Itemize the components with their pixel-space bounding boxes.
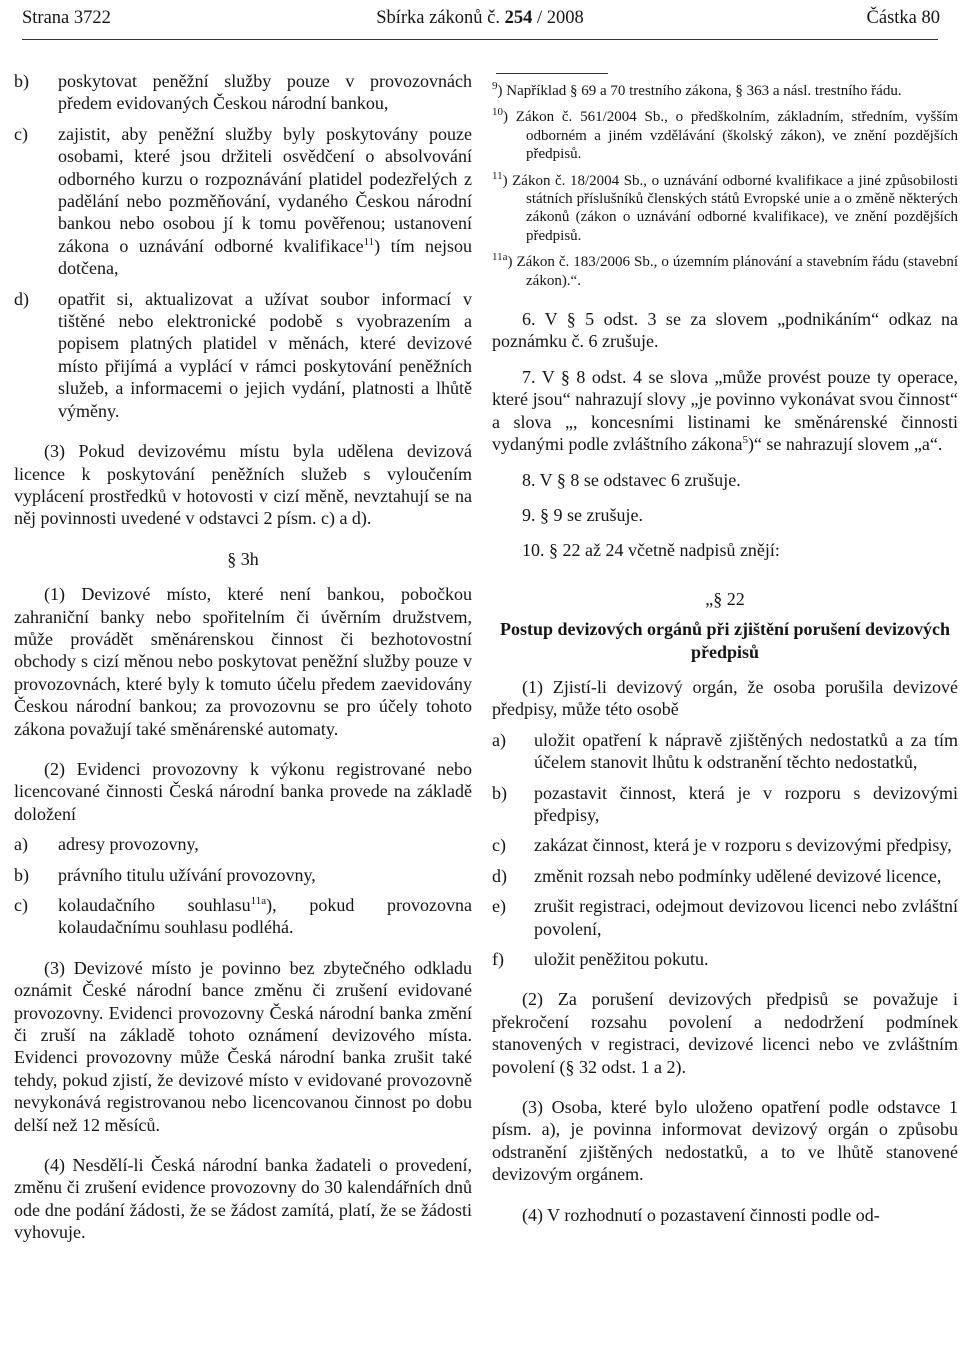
item-label: d) — [14, 288, 29, 309]
item-text: uložit opatření k nápravě zjištěných nedostatků a za tím účelem stanovit lhůtu k odstranění těchto nedostatků, — [534, 729, 958, 773]
item-label: c) — [14, 895, 28, 915]
item-text: právního titulu užívání provozovny, — [58, 864, 316, 885]
paragraph-4: (4) Nesdělí-li Česká národní banka žadateli o provedení, změnu či zrušení evidence provozovny do 30 kalendářních dnů ode dne podání žádosti, že se žádost zamítá, platí, že se žádosti vyhovuje. — [14, 1155, 472, 1243]
item-label: d) — [492, 865, 507, 886]
list-item — [492, 865, 958, 887]
footnote-number: 10 — [492, 106, 503, 119]
list-item — [492, 895, 958, 940]
item-text: kolaudačního souhlasu — [58, 895, 251, 915]
amendment-text: 7. V § 8 odst. 4 se slova „může provést pouze ty operace, které jsou“ nahrazují slovy „je povinno vykonávat svou činnost“ a slova „, koncesními listinami ke směnárenské činnosti vydanými podle zvláštního zákona — [492, 366, 958, 455]
footnote-number: 11a — [492, 251, 508, 264]
item-label: b) — [492, 782, 507, 803]
right-column — [492, 73, 958, 1226]
law-number: 254 — [504, 8, 533, 28]
item-text: zajistit, aby peněžní služby byly poskytovány pouze osobami, které jsou držiteli osvědčení o absolvování odborného kurzu o rozpoznávání platidel podezřelých z padělání nebo pozměňování, vydaného Českou národní bankou nebo osobou jí k tomu pověřenou; ustanovení zákona o uznávání odborné kvalifikace — [58, 123, 472, 256]
amendment-text-end: )“ se nahrazují slovem „a“. — [747, 434, 943, 455]
item-label: a) — [492, 729, 506, 750]
amendment-6: 6. V § 5 odst. 3 se za slovem „podnikáním“ odkaz na poznámku č. 6 zrušuje. — [492, 309, 958, 352]
amendment-9: 9. § 9 se zrušuje. — [522, 504, 643, 525]
item-text: poskytovat peněžní služby pouze v provozovnách předem evidovaných Českou národní bankou, — [58, 71, 472, 114]
list-item — [14, 864, 472, 886]
item-label: f) — [492, 949, 504, 969]
header-divider — [22, 39, 938, 40]
section-title: Postup devizových orgánů při zjištění porušení devizových předpisů — [499, 619, 950, 662]
list-item — [14, 123, 472, 280]
item-text: adresy provozovny, — [58, 834, 199, 855]
item-label: c) — [492, 835, 506, 856]
footnote — [492, 82, 958, 100]
paragraph-2: (2) Evidenci provozovny k výkonu registrované nebo licencované činnosti Česká národní banka provede na základě doložení — [14, 758, 472, 824]
footnote-divider — [496, 73, 608, 74]
item-text: uložit peněžitou pokutu. — [534, 949, 709, 969]
item-label: b) — [14, 71, 29, 91]
footnote-ref: 11 — [363, 235, 375, 248]
paragraph-3: (3) Pokud devizovému místu byla udělena devizová licence k poskytování peněžních služeb s vyloučením vyplácení prostředků v hotovosti v cizí měně, nevztahují se na něj povinnosti uvedené v odstavci 2 písm. c) a d). — [14, 441, 472, 529]
footnote-ref: 5 — [742, 434, 748, 447]
item-label: e) — [492, 896, 506, 917]
left-column — [14, 70, 472, 1244]
item-text-end: ), pokud provozovna kolaudačnímu souhlasu podléhá. — [58, 895, 472, 938]
amendment-7 — [492, 366, 958, 456]
amendment-10: 10. § 22 až 24 včetně nadpisů znějí: — [522, 540, 780, 561]
section-heading: „§ 22 — [705, 588, 745, 609]
list-item — [492, 948, 958, 970]
item-label: a) — [14, 834, 28, 855]
item-text: zakázat činnost, která je v rozporu s devizovými předpisy, — [534, 835, 952, 856]
collection-title — [0, 6, 960, 30]
issue-number: Částka 80 — [866, 8, 940, 28]
footnote-text: ) Zákon č. 561/2004 Sb., o předškolním, základním, středním, vyšším odborném a jiném vzdělávání (školský zákon), ve znění pozdějších předpisů. — [503, 109, 958, 163]
footnote-text: ) Například § 69 a 70 trestního zákona, § 363 a násl. trestního řádu. — [497, 83, 902, 99]
paragraph-3: (3) Osoba, které bylo uloženo opatření podle odstavce 1 písm. a), je povinna informovat devizový orgán o způsobu odstranění zjištěných nedostatků, a to ve lhůtě stanovené devizovým orgánem. — [492, 1097, 958, 1185]
footnote-text: ) Zákon č. 18/2004 Sb., o uznávání odborné kvalifikace a jiné způsobilosti státních příslušníků členských států Evropské unie a o změně některých zákonů (zákon o uznávání odborné kvalifikace), ve znění pozdějších předpisů. — [502, 172, 958, 244]
footnote-ref: 11a — [250, 895, 267, 907]
item-text: pozastavit činnost, která je v rozporu s devizovými předpisy, — [534, 782, 958, 825]
collection-prefix: Sbírka zákonů č. — [376, 8, 505, 28]
page-header — [0, 6, 960, 30]
amendment-8: 8. V § 8 se odstavec 6 zrušuje. — [522, 469, 741, 490]
footnote — [492, 169, 958, 246]
list-item — [492, 729, 958, 774]
list-item — [492, 782, 958, 827]
footnote — [492, 253, 958, 290]
paragraph-4: (4) V rozhodnutí o pozastavení činnosti podle od- — [522, 1204, 880, 1225]
item-text-end: ) tím nejsou dotčena, — [58, 235, 472, 279]
item-text: zrušit registraci, odejmout devizovou licenci nebo zvláštní povolení, — [534, 896, 958, 939]
page-number: Strana 3722 — [22, 8, 111, 28]
item-label: c) — [14, 123, 28, 144]
footnote-text: ) Zákon č. 183/2006 Sb., o územním plánování a stavebním řádu (stavební zákon).“. — [507, 254, 958, 289]
collection-year: / 2008 — [532, 8, 584, 28]
list-item — [14, 288, 472, 422]
paragraph-1: (1) Zjistí-li devizový orgán, že osoba porušila devizové předpisy, může této osobě — [492, 676, 958, 720]
item-text: změnit rozsah nebo podmínky udělené devizové licence, — [534, 865, 942, 886]
footnote-number: 11 — [492, 169, 503, 182]
item-label: b) — [14, 864, 29, 885]
paragraph-1: (1) Devizové místo, které není bankou, pobočkou zahraniční banky nebo spořitelním či úvěrním družstvem, může provádět směnárenskou činnost či bezhotovostní obchody s cizí měnou nebo poskytovat peněžní služby pouze v provozovnách, které byly k tomuto účelu předem zaevidovány Českou národní bankou; za provozovnu se pro účely tohoto zákona považují také směnárenské automaty. — [14, 584, 472, 739]
paragraph-2: (2) Za porušení devizových předpisů se považuje i překročení rozsahu povolení a nedodržení podmínek stanovených v registraci, devizové licenci nebo ve zvláštním povolení (§ 32 odst. 1 a 2). — [492, 989, 958, 1077]
list-item — [492, 834, 958, 856]
footnote-number: 9 — [492, 80, 498, 92]
list-item — [14, 833, 472, 855]
section-heading: § 3h — [227, 548, 259, 569]
footnote — [492, 108, 958, 163]
list-item — [14, 70, 472, 115]
item-text: opatřit si, aktualizovat a užívat soubor informací v tištěné nebo elektronické podobě s vyobrazením a popisem platných platidel v měnách, které devizové místo přijímá a vyplácí v rámci poskytování peněžních služeb, a informacemi o jejich vydání, platnosti a lhůtě výměny. — [58, 288, 472, 421]
list-item — [14, 894, 472, 939]
paragraph-3-evidence: (3) Devizové místo je povinno bez zbytečného odkladu oznámit České národní bance změnu či zrušení evidované provozovny. Evidenci provozovny Česká národní banka změní či zruší na základě tohoto oznámení devizového místa. Evidenci provozovny může Česká národní banka zrušit také tehdy, pokud zjistí, že devizové místo v evidované provozovně nevykonává registrovanou nebo licencovanou činnost po dobu delší než 12 měsíců. — [14, 957, 472, 1135]
